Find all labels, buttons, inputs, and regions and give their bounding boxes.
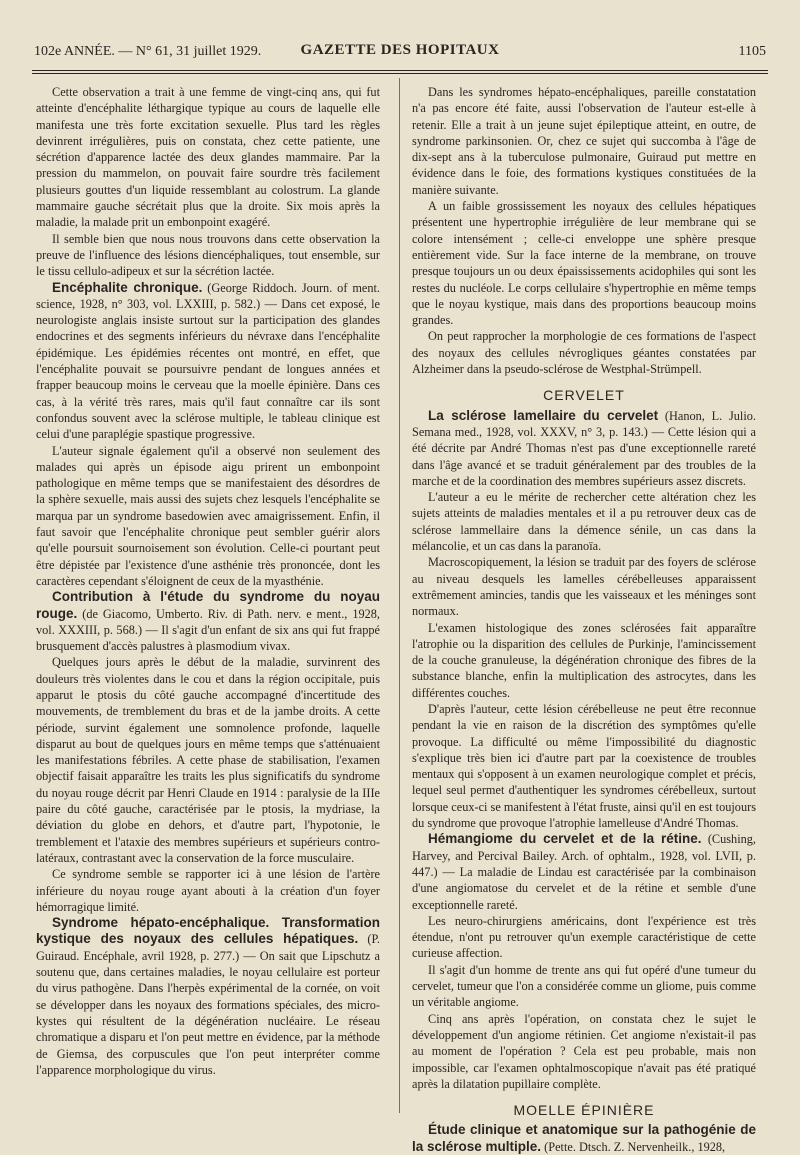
article-title: La sclérose lamellaire du cervelet [428,407,659,423]
section-heading-moelle: MOELLE ÉPINIÈRE [513,1102,655,1119]
article-entry [412,408,756,489]
section-heading-cervelet: CERVELET [543,387,625,404]
journal-title: GAZETTE DES HOPITAUX [300,42,500,58]
article-title: Syndrome hépato-encéphalique. Transformation kystique des noyaux des cellules hépatiques. [36,915,380,947]
paragraph: Ce syndrome semble se rapporter ici à une lésion de l'artère inférieure du noyau rouge ayant abouti à la création d'un foyer hémorragique limité. [36,867,380,914]
paragraph: A un faible grossissement les noyaux des cellules hépatiques présentent une hypertrophie irrégulière de leur membrane qui se colore intensément ; celle-ci enveloppe une sphère presque entièrement vide. Sur la face interne de la membrane, on trouve presque toujours un ou deux épaississements acidophiles qui sont les restes du nucléole. Le corps cellulaire s'hypertrophie en même temps que le noyau kystique, mais dans des proportions beaucoup moins grandes. [412,199,756,328]
header-rule [32,70,768,71]
article-entry [36,915,380,1078]
article-reference: (Cushing, Harvey, and Percival Bailey. Arch. of ophtalm., 1928, vol. LVII, p. 447.) — La maladie de Lindau est caractérisée par la combinaison d'une angiomatose du cervelet et de la rétine et semble d'une exceptionnelle rareté. [412,832,756,912]
column-divider [399,78,400,1113]
right-column [412,84,756,1155]
article-reference: (de Giacomo, Umberto. Riv. di Path. nerv. e ment., 1928, vol. XXXIII, p. 568.) — Il s'agit d'un enfant de six ans qui fut frappé brusquement d'accès palustres à plasmodium vivax. [36,606,380,654]
paragraph: L'auteur a eu le mérite de rechercher cette altération chez les sujets atteints de maladies mentales et il a pu retrouver deux cas de sclérose lammellaire dans la démence sénile, un cas dans la mélancolie, et un cas dans la paranoïa. [412,490,756,554]
article-reference: (Pette. Dtsch. Z. Nervenheilk., 1928, [541,1139,726,1154]
article-reference: (George Riddoch. Journ. of ment. science, 1928, n° 303, vol. LXXIII, p. 582.) — Dans cet exposé, le neurologiste anglais insiste surtout sur la participation des glandes endocrines et des segments inférieurs du névraxe dans l'encéphalite épidémique. Les épidémies récentes ont montré, en effet, que l'encéphalite pouvait se poursuivre pendant de longues années et frapper beaucoup moins le cerveau que la moelle épinière. Dans ces cas, à la vérité très rares, mais qu'il faut connaître car ils sont confondus souvent avec la sclérose multiple, le tableau clinique est celui d'une paraplégie spastique progressive. [36,280,380,442]
page-header [30,40,770,64]
paragraph: Dans les syndromes hépato-encéphaliques, pareille constatation n'a pas encore été faite, aussi l'observation de l'auteur est-elle à retenir. Elle a trait à un jeune sujet épileptique atteint, en outre, de syndrome parkinsonien. Or, chez ce sujet qui succomba à l'âge de dix-sept ans à la tuberculose pulmonaire, Guiraud put mettre en évidence dans le foie, des formations kystiques constituées de la manière suivante. [412,85,756,197]
header-rule-double [32,73,768,74]
article-title: Hémangiome du cervelet et de la rétine. [428,831,702,847]
paragraph: On peut rapprocher la morphologie de ces formations de l'aspect des noyaux des cellules névrogliques géantes constatées par Alzheimer dans la pseudo-sclérose de Westphal-Strümpell. [412,329,756,377]
article-entry [36,280,380,443]
paragraph: Les neuro-chirurgiens américains, dont l'expérience est très étendue, n'ont pu retrouver qu'un exemple caractéristique de cette curieuse affection. [412,913,756,961]
paragraph: Cette observation a trait à une femme de vingt-cinq ans, qui fut atteinte d'encéphalite léthargique typique au cours de laquelle elle manifesta une très forte excitation sexuelle. Plus tard les règles devinrent irrégulières, puis on constata, chez cette patiente, une sécrétion d'apparence lactée des deux glandes mammaire. Par la pression du mammelon, on pouvait faire sourdre très facilement plusieurs gouttes d'un liquide ressemblant au colostrum. La glande mammaire gauche sécrétait plus que la droite. Six mois après la maladie, la malade prit un embonpoint exagéré. [36,85,380,230]
article-reference: (P. Guiraud. Encéphale, avril 1928, p. 277.) — On sait que Lipschutz a soutenu que, dans certaines maladies, le noyau cellulaire est porteur du virus pathogène. Dans l'herpès expérimental de la cornée, on voit se développer dans les noyaux des formations spéciales, des micro-kystes qui résultent de la dégénération nucléaire. Le réseau chromatique a disparu et l'on peut mettre en évidence, par la méthode de Giemsa, des corpuscules que l'on peut interpréter comme l'apparence morphologique du virus. [36,932,380,1077]
left-column [36,84,380,1078]
paragraph: L'examen histologique des zones sclérosées fait apparaître l'atrophie ou la disparition des cellules de Purkinje, l'amincissement de la couche granuleuse, la dégénération chronique des fibres de la substance blanche, enfin la multiplication des astrocytes, dans les différentes couches. [412,620,756,700]
paragraph: D'après l'auteur, cette lésion cérébelleuse ne peut être reconnue pendant la vie en raison de la discrétion des symptômes qu'elle provoque. La difficulté ou même l'impossibilité du diagnostic s'explique très bien ici d'autre part par la coexistence de troubles mentaux qui s'opposent à un examen neurologique complet et précis, lequel seul permet d'authentiquer les syndromes cérébelleux, surtout lorsque ceux-ci se manifestent à l'état fruste, ainsi qu'il en est toujours du syndrome que provoque l'atrophie lamelleuse d'André Thomas. [412,701,756,831]
page-number: 1105 [738,44,766,59]
article-reference: (Hanon, L. Julio. Semana med., 1928, vol. XXXV, n° 3, p. 143.) — Cette lésion qui a été décrite par André Thomas n'est pas d'une exceptionnelle rareté dans l'âge avancé et se traduit généralement par des troubles de la marche et de la coordination des membres supérieurs assez discrets. [412,408,756,488]
article-title: Encéphalite chronique. [52,279,203,295]
paragraph: Cinq ans après l'opération, on constata chez le sujet le développement d'un angiome rétinien. Cet angiome n'existait-il pas au moment de l'opération ? Cela est peu probable, mais non impossible, car l'examen ophtalmoscopique n'avait pas été pratiqué après la dilatation pupillaire complète. [412,1011,756,1091]
article-entry [412,831,756,912]
article-title: Contribution à l'étude du syndrome du noyau rouge. [36,589,380,621]
paragraph: Il s'agit d'un homme de trente ans qui fut opéré d'une tumeur du cervelet, tumeur que l'on a considérée comme un gliome, puis comme un véritable angiome. [412,962,756,1010]
issue-info: 102e ANNÉE. — N° 61, 31 juillet 1929. [34,44,262,59]
paragraph: Quelques jours après le début de la maladie, survinrent des douleurs très violentes dans le cou et dans la région occipitale, puis apparut le ptosis du côté gauche accompagné d'incertitude des mouvements, de tremblement du bras et de la jambe droits. A cette période, survint également une somnolence profonde, laquelle disparut au bout de quelques jours en même temps que s'atténuaient les manifestations fébriles. A cette phase de stabilisation, l'examen objectif faisait apparaître les traits les plus significatifs du syndrome du noyau rouge décrit par Henri Claude en 1914 : paralysie de la IIIe paire du côté gauche, caractérisée par le ptosis, la mydriase, la déviation du globe en dehors, et d'autre part, l'hypotonie, le tremblement et l'ataxie des membres supérieurs et supérieurs contro-latéraux, contrastant avec la conservation de la force musculaire. [36,655,380,865]
article-entry [36,589,380,654]
paragraph: L'auteur signale également qu'il a observé non seulement des malades qui après un épisode aigu prirent un embonpoint pathologique en même temps que se manifestaient des désordres de la sphère sexuelle, mais aussi des sujets chez lesquels l'encéphalite se marqua par un syndrome basedowien avec amaigrissement. Enfin, il faut savoir que l'encéphalite chronique peut sembler guérir alors qu'elle poursuit sournoisement son évolution. Celle-ci pourtant peut être dépistée par l'existence d'une asthénie très prononcée, dont les caractères cependant s'éloignent de ceux de la myasthénie. [36,443,380,588]
article-title: Étude clinique et anatomique sur la pathogénie de la sclérose multiple. [412,1122,756,1154]
paragraph: Macroscopiquement, la lésion se traduit par des foyers de sclérose au niveau desquels les lamelles cérébelleuses apparaissent extrêmement amincies, tandis que les vaisseaux et les méninges sont normaux. [412,555,756,619]
article-entry [412,1122,756,1155]
paragraph: Il semble bien que nous nous trouvons dans cette observation la preuve de l'influence des lésions diencéphaliques, tout ensemble, sur le tissu cellulo-adipeux et sur la sécrétion lactée. [36,231,380,279]
